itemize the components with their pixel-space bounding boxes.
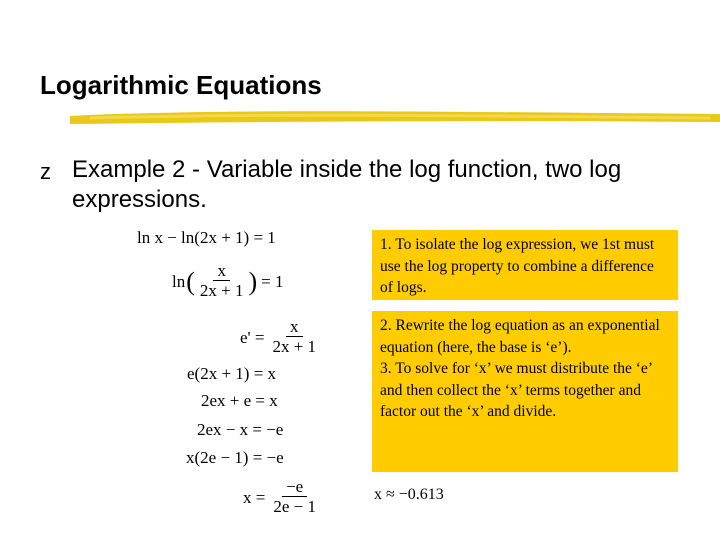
equation-3 bbox=[240, 318, 320, 357]
equation-2: ln ( $\frac{x}{2x + 1}$ ) = 1 bbox=[172, 261, 284, 300]
eq2-numerator: x bbox=[213, 262, 230, 281]
eq2-ln: ln bbox=[172, 271, 186, 291]
equation-1: ln x − ln(2x + 1) = 1 bbox=[137, 228, 276, 247]
eq8-left: x = bbox=[243, 487, 266, 507]
eq8-fraction bbox=[269, 478, 320, 517]
eq2-denominator: 2x + 1 bbox=[199, 281, 244, 300]
eq3-left: e' = bbox=[240, 327, 265, 347]
equation-8 bbox=[243, 478, 320, 517]
equation-4: e(2x + 1) = x bbox=[187, 364, 277, 383]
step-2-text: 2. Rewrite the log equation as an exponential equation (here, the base is ‘e’). bbox=[380, 317, 660, 356]
eq2-fraction bbox=[196, 262, 248, 301]
equation-6: 2ex − x = −e bbox=[197, 420, 284, 439]
title-underline bbox=[30, 104, 720, 130]
slide-title: Logarithmic Equations bbox=[40, 70, 322, 100]
eq8-numerator: −e bbox=[282, 478, 307, 497]
eq3-numerator: x bbox=[286, 318, 303, 337]
step-2-3-box bbox=[372, 311, 678, 472]
step-3-text: 3. To solve for ‘x’ we must distribute the ‘e’ and then collect the ‘x’ terms together and factor out the ‘x’ and divide. bbox=[380, 360, 652, 420]
eq2-right: = 1 bbox=[261, 271, 284, 291]
step-1-box: 1. To isolate the log expression, we 1st must use the log property to combine a difference of logs. bbox=[372, 230, 678, 300]
eq3-denominator: 2x + 1 bbox=[272, 337, 317, 356]
eq8-denominator: 2e − 1 bbox=[273, 497, 316, 516]
equation-7: x(2e − 1) = −e bbox=[186, 448, 284, 467]
result: x ≈ −0.613 bbox=[374, 486, 444, 503]
bullet-icon: z bbox=[40, 159, 51, 184]
bullet-text: Example 2 - Variable inside the log function, two log expressions. bbox=[72, 156, 622, 213]
equation-5: 2ex + e = x bbox=[201, 391, 278, 410]
eq3-fraction bbox=[268, 318, 320, 357]
